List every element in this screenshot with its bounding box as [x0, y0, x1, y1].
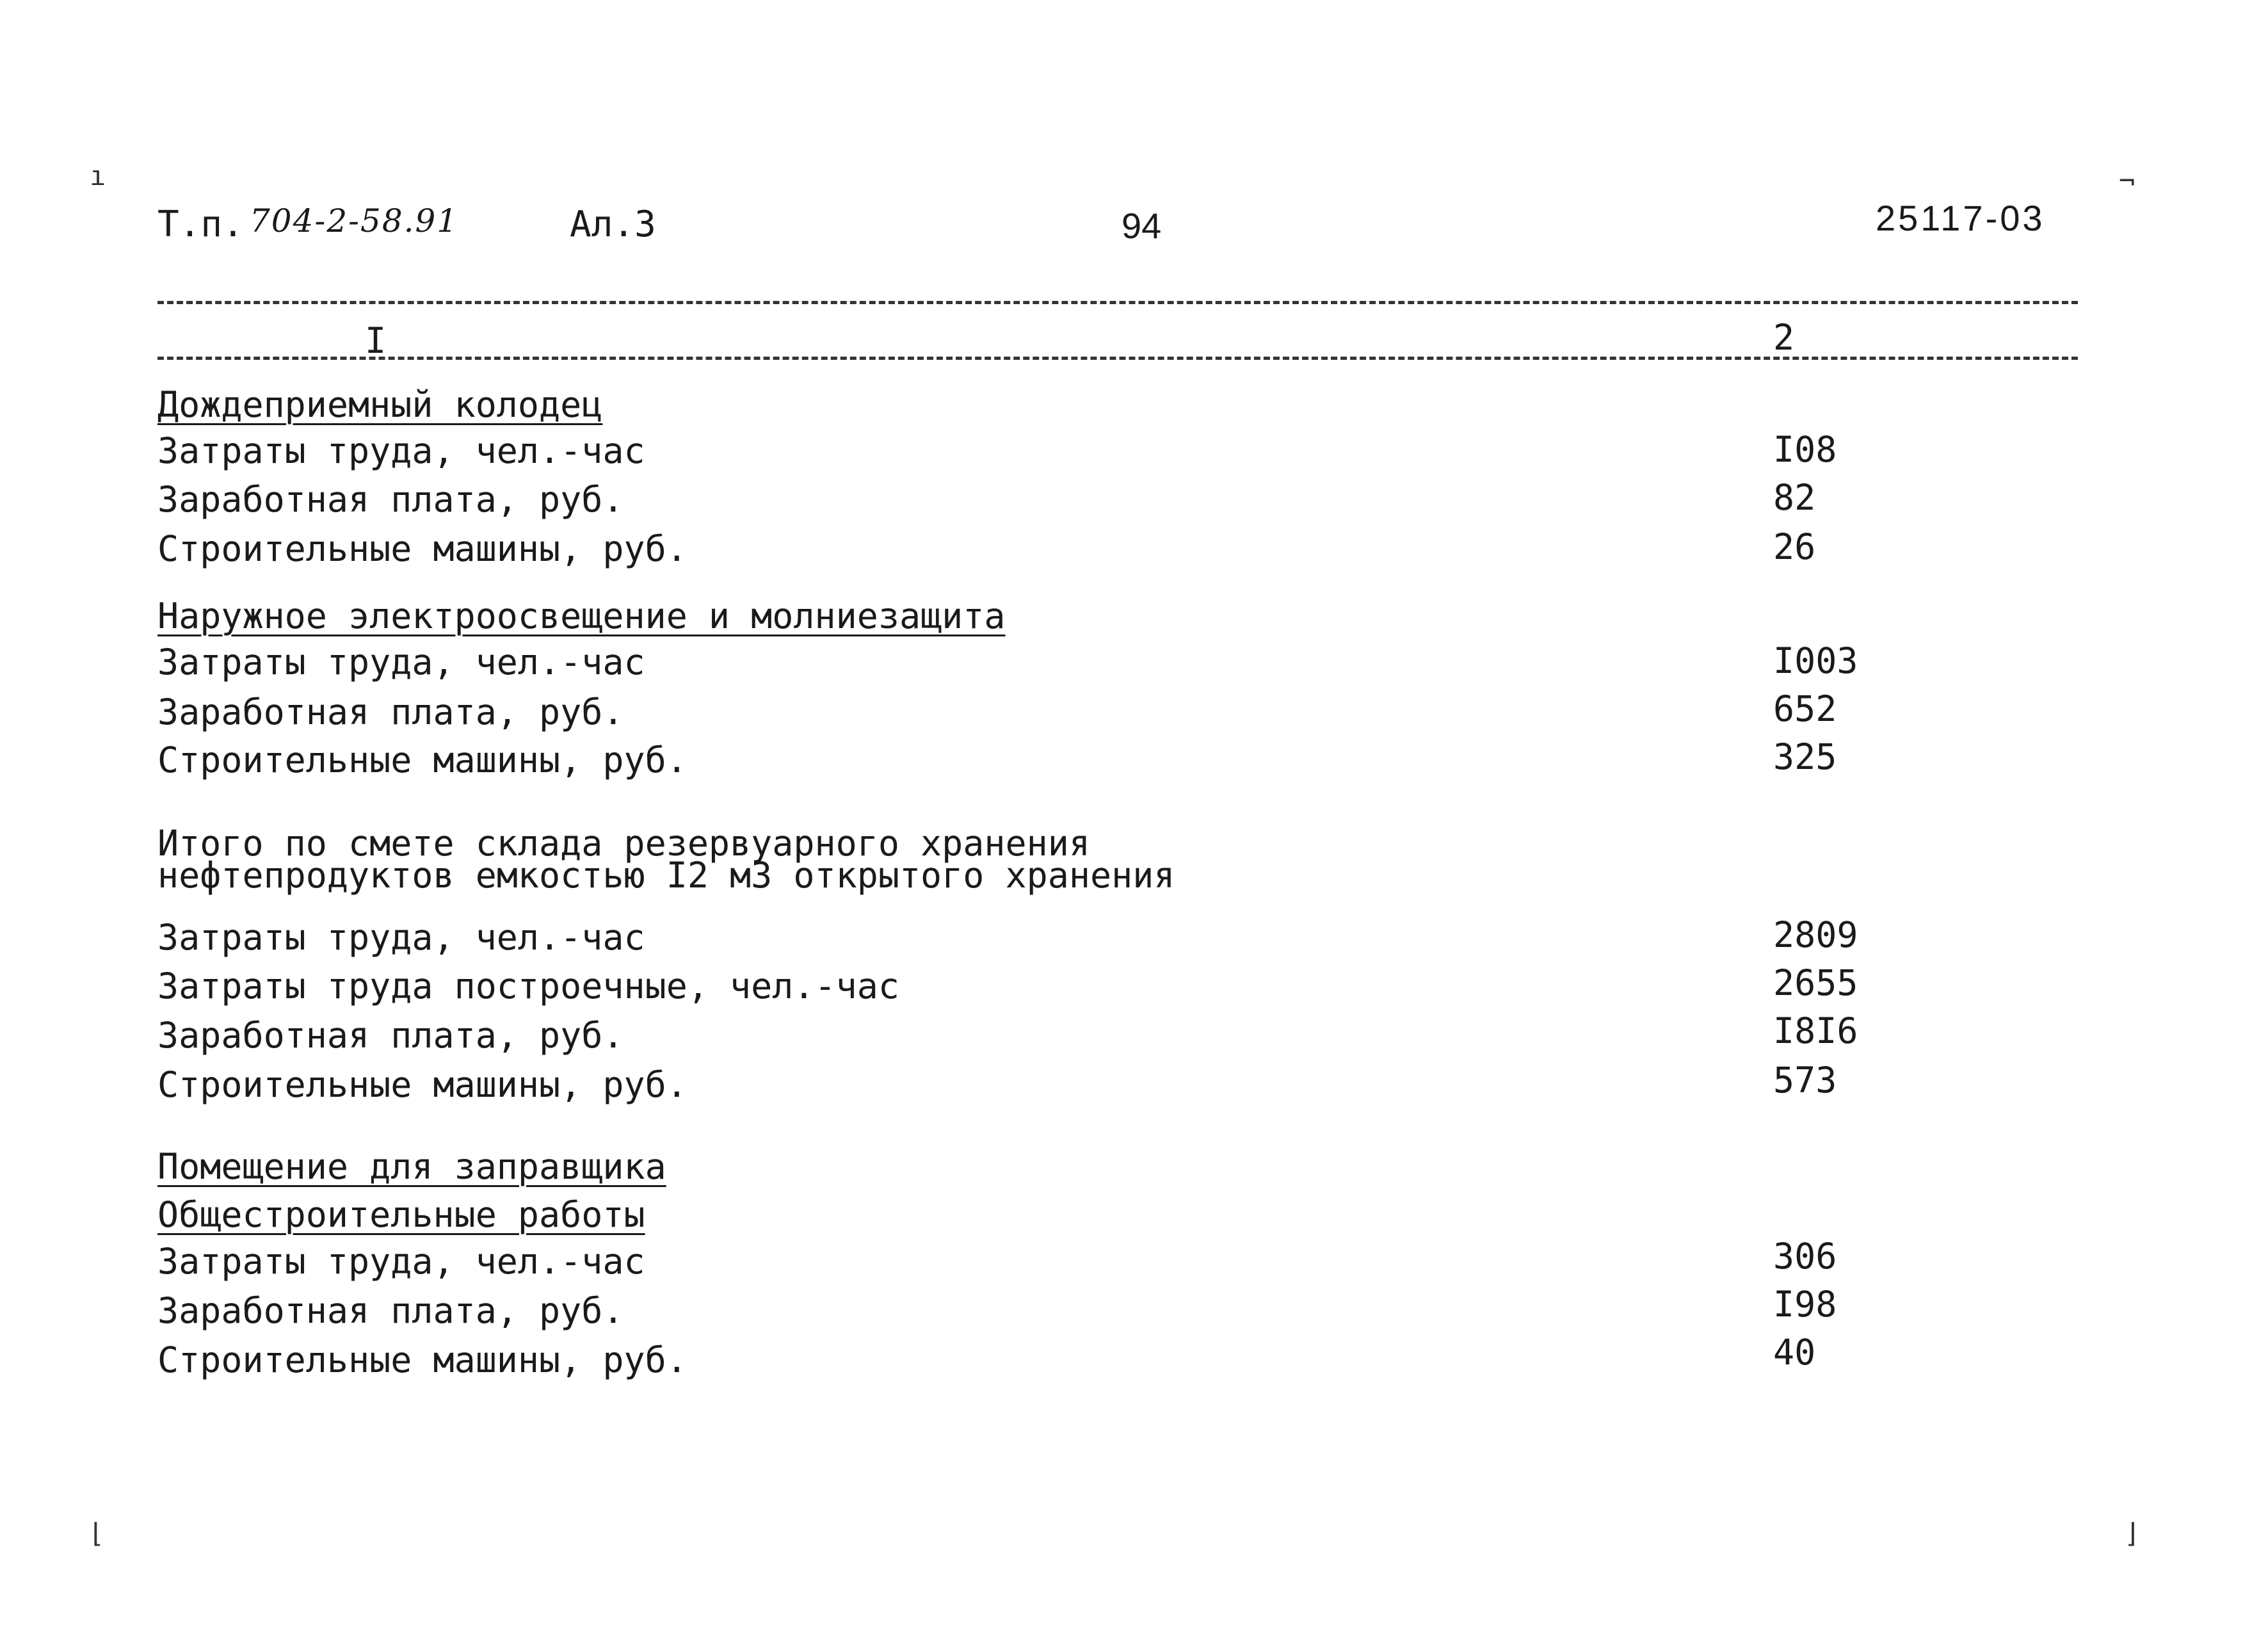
corner-mark-bottom-right: ⌋ — [2124, 1517, 2141, 1549]
section-title-rain-well: Дождеприемный колодец — [157, 384, 603, 425]
row-value: 40 — [1773, 1332, 1816, 1373]
row-label: Строительные машины, руб. — [157, 1064, 688, 1105]
totals-title-line-1: Итого по смете склада резервуарного хранения — [157, 823, 1090, 864]
row-label: Строительные машины, руб. — [157, 1339, 688, 1380]
row-label: Затраты труда построечные, чел.-час — [157, 966, 899, 1007]
totals-title-line-2: нефтепродуктов емкостью I2 м3 открытого хранения — [157, 855, 1175, 896]
column-header-1: I — [365, 320, 387, 361]
row-label: Строительные машины, руб. — [157, 528, 688, 569]
row-label: Заработная плата, руб. — [157, 1015, 624, 1056]
row-label: Затраты труда, чел.-час — [157, 1241, 645, 1282]
table-header-rule — [157, 357, 2078, 360]
row-value: 652 — [1773, 688, 1837, 729]
row-value: 573 — [1773, 1060, 1837, 1101]
row-label: Затраты труда, чел.-час — [157, 642, 645, 683]
row-value: 325 — [1773, 736, 1837, 777]
row-value: 2809 — [1773, 914, 1858, 955]
column-header-2: 2 — [1773, 317, 1795, 358]
row-value: I98 — [1773, 1284, 1837, 1325]
row-value: 2655 — [1773, 962, 1858, 1003]
row-label: Заработная плата, руб. — [157, 691, 624, 732]
row-value: I003 — [1773, 640, 1858, 681]
row-label: Затраты труда, чел.-час — [157, 430, 645, 471]
doc-code: 25117-03 — [1876, 198, 2045, 238]
tp-number: 704-2-58.91 — [250, 202, 459, 239]
row-value: I08 — [1773, 429, 1837, 470]
table-top-rule — [157, 301, 2078, 304]
row-value: I8I6 — [1773, 1010, 1858, 1051]
page-number: 94 — [1122, 206, 1162, 246]
album-label: Ал.3 — [570, 204, 656, 245]
section-title-outdoor-lighting: Наружное электроосвещение и молниезащита — [157, 595, 1006, 636]
row-label: Заработная плата, руб. — [157, 1290, 624, 1331]
corner-mark-bottom-left: ⌊ — [88, 1517, 105, 1549]
tp-label: Т.п. — [157, 204, 244, 245]
row-label: Затраты труда, чел.-час — [157, 917, 645, 958]
corner-mark-top-right: ¬ — [2119, 165, 2135, 197]
corner-mark-top-left: ı — [90, 160, 106, 191]
row-value: 306 — [1773, 1236, 1837, 1277]
row-label: Строительные машины, руб. — [157, 740, 688, 780]
section-title-refueler-room: Помещение для заправщика — [157, 1146, 666, 1187]
section-subtitle-general-works: Общестроительные работы — [157, 1194, 645, 1235]
row-value: 26 — [1773, 526, 1816, 567]
row-value: 82 — [1773, 477, 1816, 518]
row-label: Заработная плата, руб. — [157, 479, 624, 520]
